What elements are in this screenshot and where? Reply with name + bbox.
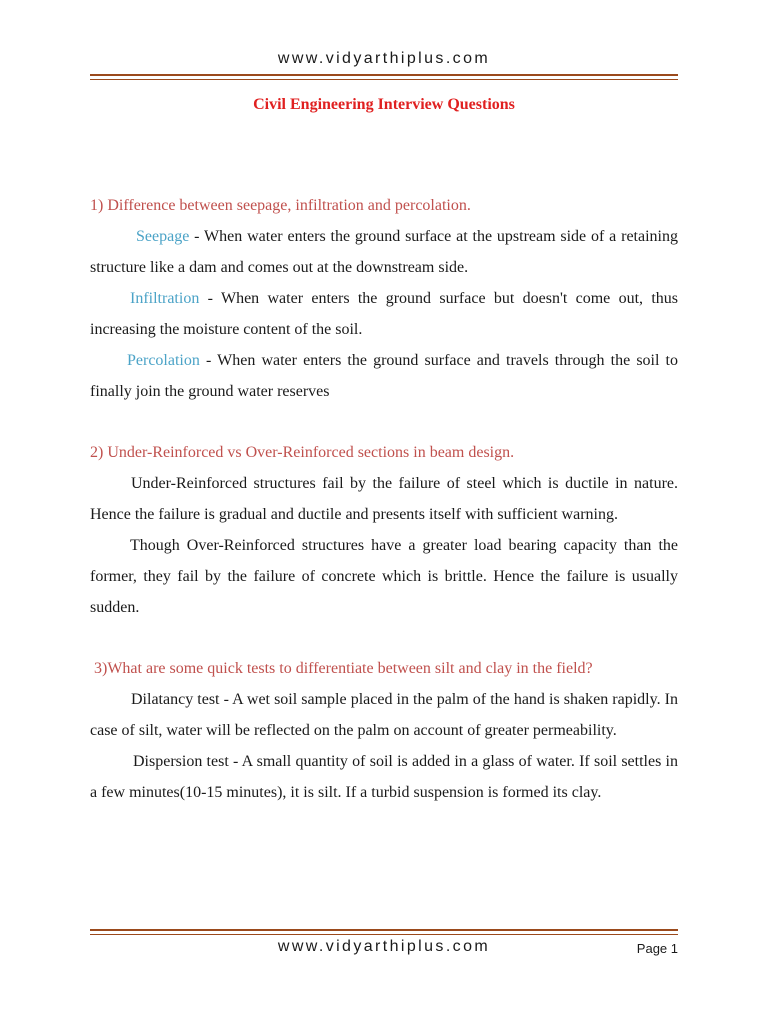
- footer-rule-thick: [90, 929, 678, 931]
- definition-text: - When water enters the ground surface at the upstream side of a retaining structure like a dam and comes out at the downstream side.: [90, 228, 678, 276]
- section-gap: [90, 623, 678, 653]
- footer-url: www.vidyarthiplus.com: [277, 938, 491, 955]
- definition-text: - When water enters the ground surface and travels through the soil to finally join the ground water reserves: [90, 352, 678, 400]
- footer-rule-thin: [90, 934, 678, 935]
- definition-text: - When water enters the ground surface but doesn't come out, thus increasing the moisture content of the soil.: [90, 290, 678, 338]
- question-heading-3: 3)What are some quick tests to differentiate between silt and clay in the field?: [94, 660, 593, 677]
- header-url: www.vidyarthiplus.com: [277, 50, 491, 67]
- header-rule-thick: [90, 74, 678, 76]
- term-percolation: Percolation: [127, 352, 200, 369]
- answer-paragraph: [90, 283, 678, 345]
- document-body: [90, 190, 678, 808]
- page-number: Page 1: [636, 941, 678, 956]
- section-gap: [90, 407, 678, 437]
- document-title: Civil Engineering Interview Questions: [253, 96, 515, 113]
- answer-paragraph: Though Over-Reinforced structures have a greater load bearing capacity than the former, they fail by the failure of concrete which is brittle. Hence the failure is usually sudden.: [90, 537, 678, 616]
- answer-paragraph: Dispersion test - A small quantity of soil is added in a glass of water. If soil settles in a few minutes(10-15 minutes), it is silt. If a turbid suspension is formed its clay.: [90, 753, 678, 801]
- answer-paragraph: Dilatancy test - A wet soil sample placed in the palm of the hand is shaken rapidly. In case of silt, water will be reflected on the palm on account of greater permeability.: [90, 691, 678, 739]
- term-infiltration: Infiltration: [130, 290, 200, 307]
- term-seepage: Seepage: [136, 228, 190, 245]
- header-rule-thin: [90, 79, 678, 80]
- answer-paragraph: [90, 221, 678, 283]
- answer-paragraph: [90, 345, 678, 407]
- question-heading-1: 1) Difference between seepage, infiltration and percolation.: [90, 197, 471, 214]
- answer-paragraph: Under-Reinforced structures fail by the failure of steel which is ductile in nature. Hence the failure is gradual and ductile and presents itself with sufficient warning.: [90, 475, 678, 523]
- question-heading-2: 2) Under-Reinforced vs Over-Reinforced sections in beam design.: [90, 444, 515, 461]
